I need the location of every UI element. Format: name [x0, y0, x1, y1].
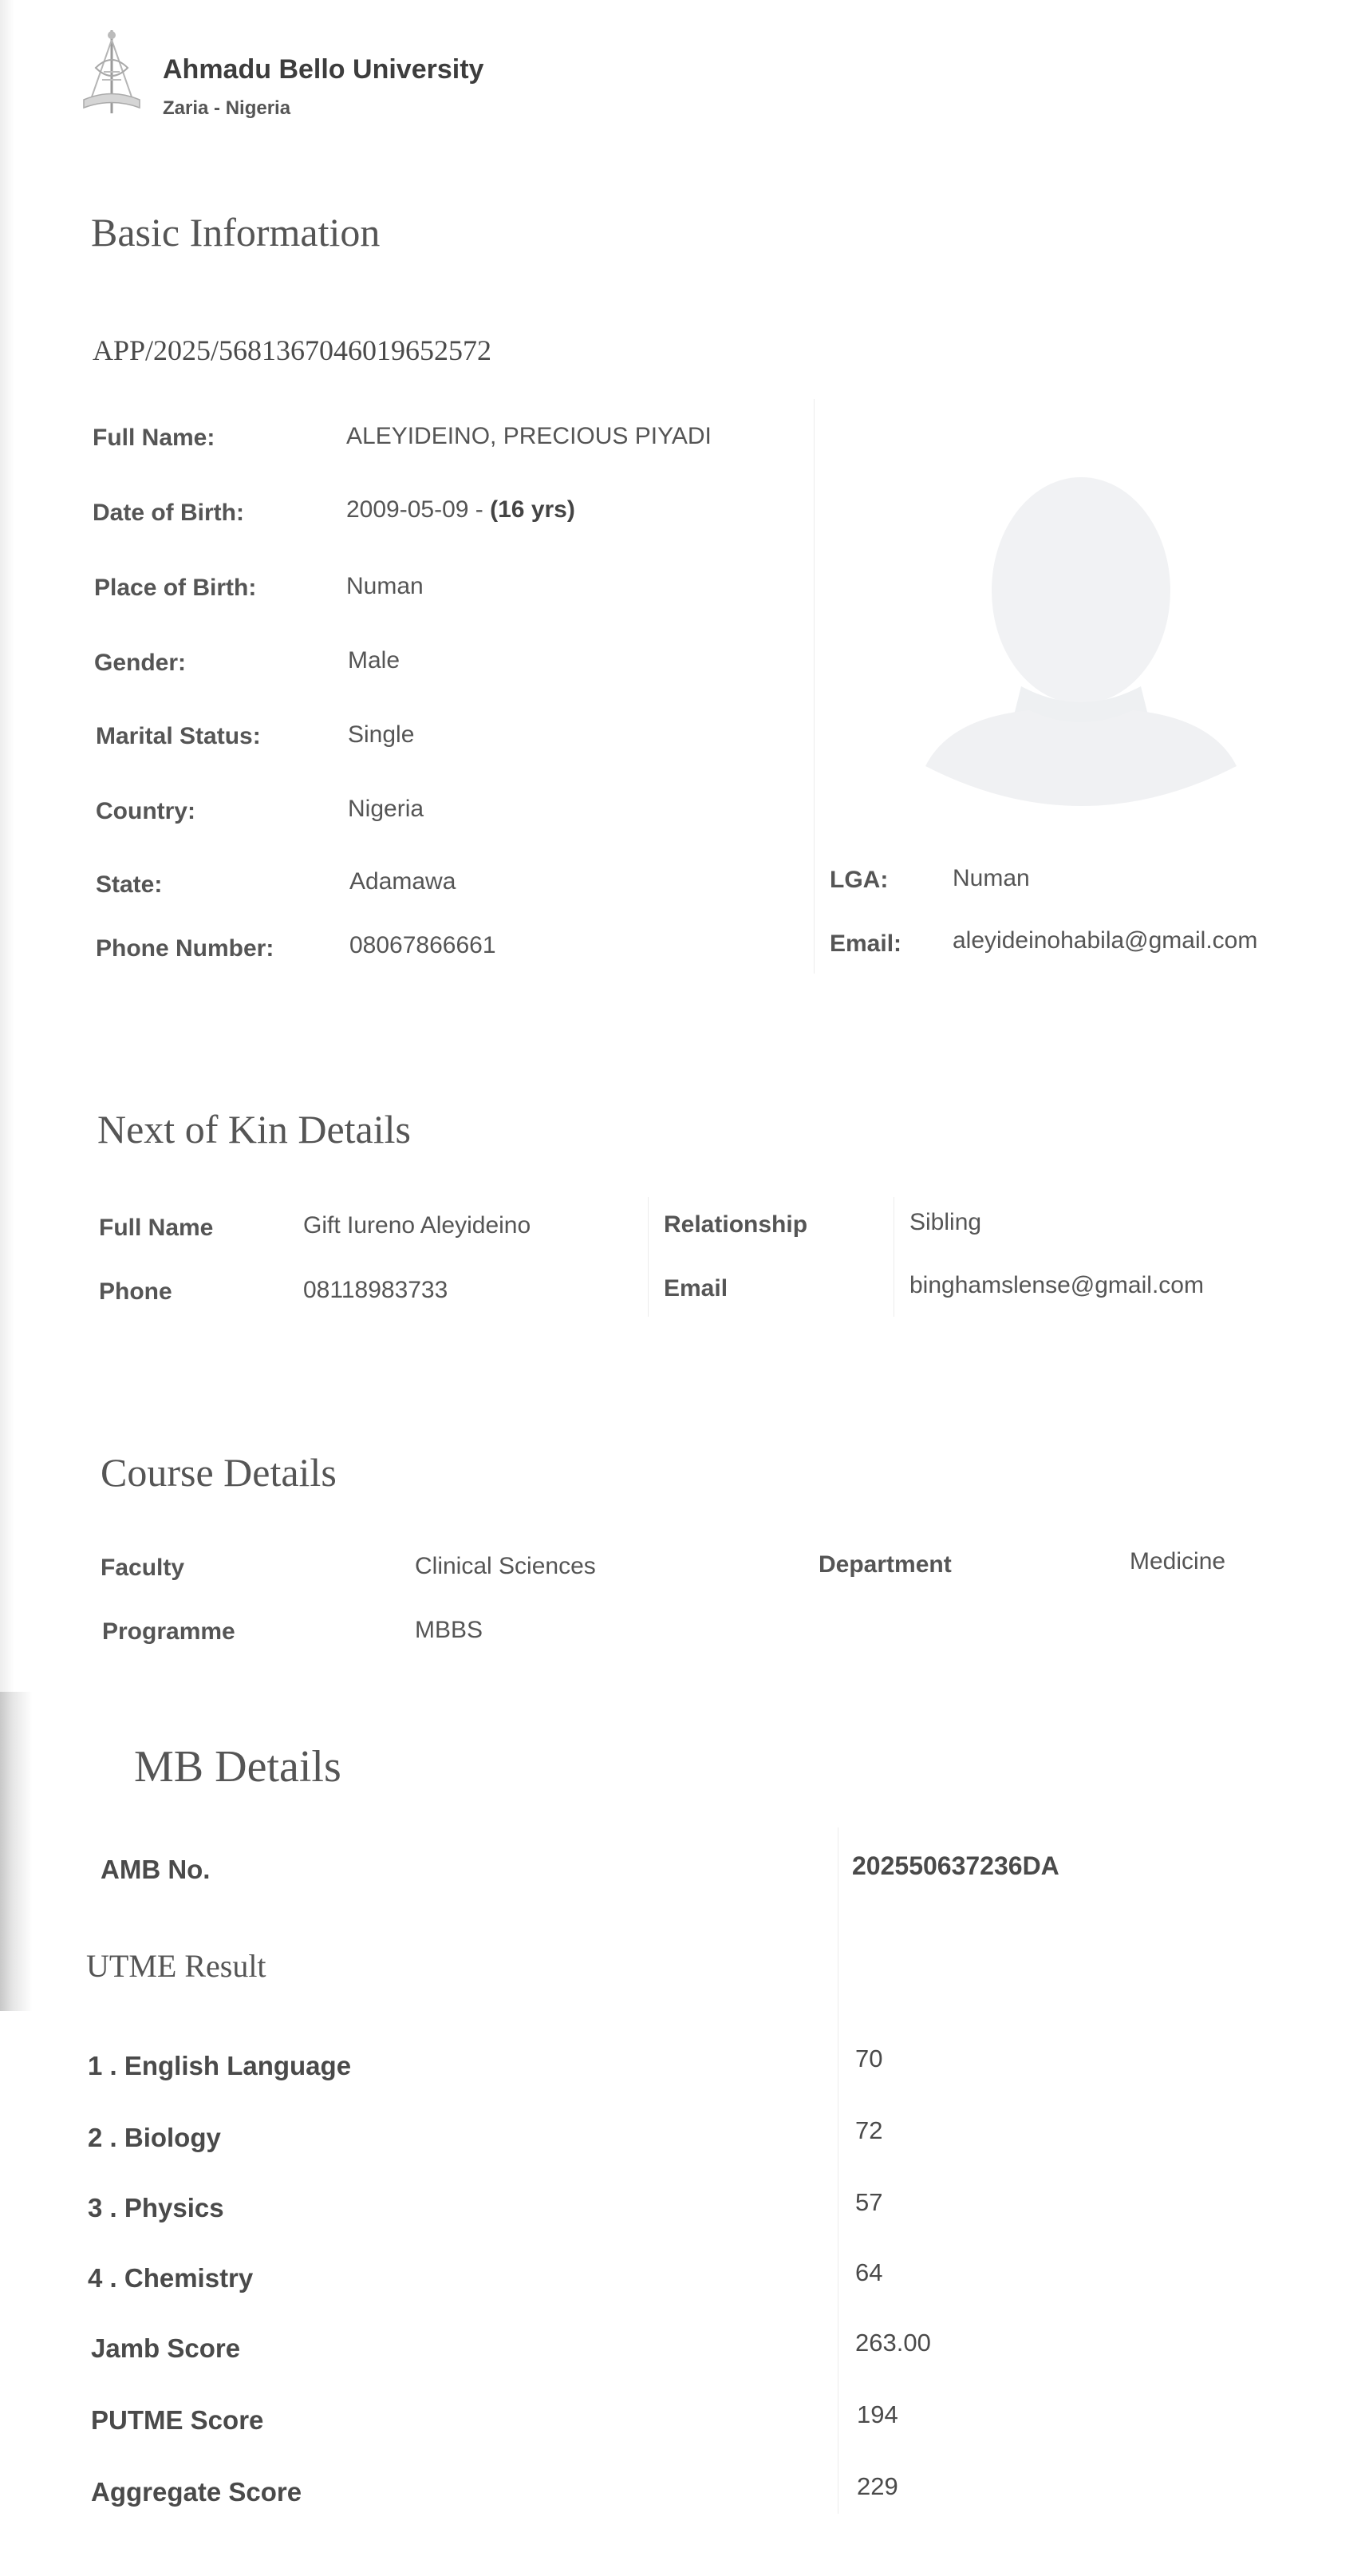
marital-status-value: Single: [348, 721, 415, 748]
nok-relationship-value: Sibling: [909, 1209, 982, 1235]
application-number: APP/2025/5681367046019652572: [93, 334, 492, 366]
state-label: State:: [96, 871, 163, 898]
university-logo: [72, 24, 152, 120]
dob-age: (16 yrs): [490, 496, 575, 523]
subject-score: 64: [855, 2258, 883, 2286]
university-location: Zaria - Nigeria: [163, 97, 291, 119]
faculty-value: Clinical Sciences: [415, 1553, 596, 1579]
nok-full-name-label: Full Name: [99, 1215, 214, 1241]
email-value: aleyideinohabila@gmail.com: [953, 927, 1258, 954]
jamb-no-label: AMB No.: [101, 1855, 211, 1884]
subject-score: 57: [855, 2188, 883, 2216]
jamb-score-value: 263.00: [855, 2329, 931, 2357]
jamb-no-value: 202550637236DA: [852, 1851, 1059, 1880]
putme-score-value: 194: [857, 2400, 898, 2428]
state-value: Adamawa: [349, 868, 456, 895]
programme-value: MBBS: [415, 1617, 483, 1643]
subject-score: 72: [855, 2116, 883, 2144]
subject-label: 3 . Physics: [88, 2193, 224, 2222]
programme-label: Programme: [102, 1618, 235, 1645]
email-label: Email:: [830, 930, 902, 957]
subject-label: 4 . Chemistry: [88, 2263, 254, 2293]
section-title-course-details: Course Details: [101, 1450, 337, 1495]
department-label: Department: [819, 1551, 952, 1578]
subject-label: 1 . English Language: [88, 2051, 352, 2080]
country-label: Country:: [96, 798, 195, 824]
jamb-score-label: Jamb Score: [91, 2333, 241, 2363]
university-name: Ahmadu Bello University: [163, 54, 484, 85]
avatar-placeholder: [917, 471, 1245, 838]
column-divider: [814, 399, 815, 974]
lga-value: Numan: [953, 865, 1030, 891]
dob-value: [346, 496, 575, 523]
utme-result-title: UTME Result: [86, 1948, 266, 1984]
nok-phone-label: Phone: [99, 1278, 172, 1305]
section-title-jamb-details: MB Details: [134, 1742, 341, 1792]
dob-date: 2009-05-09 -: [346, 496, 491, 523]
faculty-label: Faculty: [101, 1555, 185, 1581]
pob-label: Place of Birth:: [94, 575, 257, 601]
nok-relationship-label: Relationship: [664, 1211, 808, 1238]
gender-value: Male: [348, 647, 400, 674]
full-name-label: Full Name:: [93, 425, 215, 451]
pob-value: Numan: [346, 573, 424, 599]
nok-email-value: binghamslense@gmail.com: [909, 1272, 1204, 1298]
subject-label: 2 . Biology: [88, 2123, 221, 2152]
nok-phone-value: 08118983733: [303, 1277, 448, 1303]
scan-fold-shadow: [0, 1692, 32, 2011]
nok-full-name-value: Gift Iureno Aleyideino: [303, 1212, 531, 1239]
marital-status-label: Marital Status:: [96, 723, 261, 749]
nok-divider-1: [648, 1197, 649, 1317]
dob-label: Date of Birth:: [93, 500, 244, 526]
phone-label: Phone Number:: [96, 935, 274, 962]
full-name-value: ALEYIDEINO, PRECIOUS PIYADI: [346, 423, 712, 449]
country-value: Nigeria: [348, 796, 424, 822]
gender-label: Gender:: [94, 650, 187, 676]
lga-label: LGA:: [830, 867, 889, 893]
scan-edge-shadow: [0, 0, 14, 1692]
section-title-next-of-kin: Next of Kin Details: [97, 1107, 411, 1152]
subject-score: 70: [855, 2045, 883, 2072]
department-value: Medicine: [1130, 1548, 1226, 1574]
section-title-basic-information: Basic Information: [91, 210, 381, 255]
aggregate-score-value: 229: [857, 2472, 898, 2500]
aggregate-score-label: Aggregate Score: [91, 2477, 302, 2507]
putme-score-label: PUTME Score: [91, 2405, 264, 2435]
phone-value: 08067866661: [349, 932, 496, 958]
nok-email-label: Email: [664, 1275, 728, 1302]
